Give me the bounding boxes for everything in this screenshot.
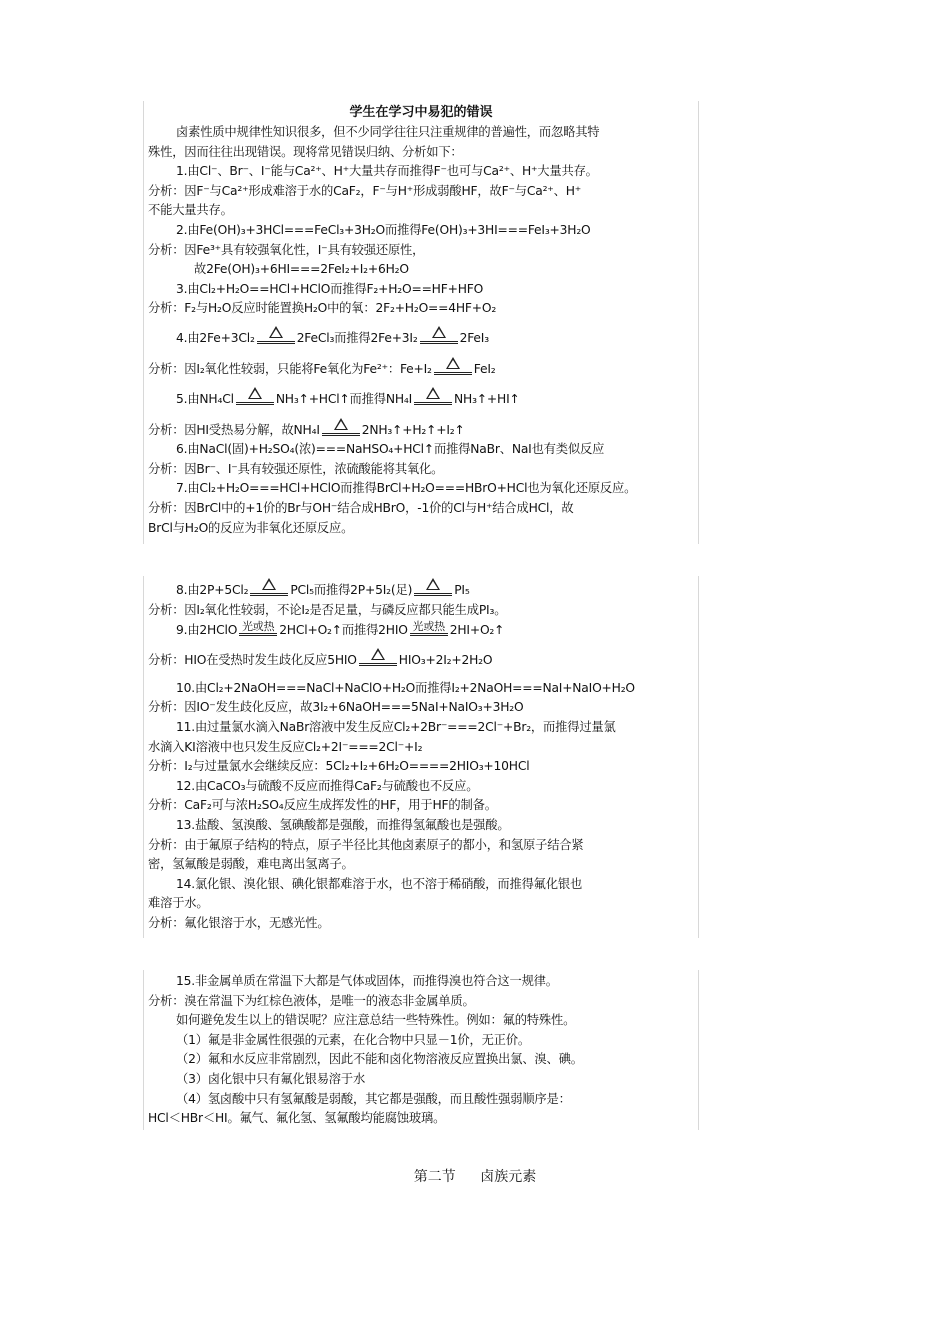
text-segment: 2FeI₃ bbox=[459, 330, 489, 345]
text-line: 分析：因Fe³⁺具有较强氧化性，I⁻具有较强还原性， bbox=[148, 242, 425, 257]
text-line: 分析：因IO⁻发生歧化反应，故3I₂+6NaOH===5NaI+NaIO₃+3H₂O bbox=[148, 700, 524, 715]
content-panel-3 bbox=[143, 970, 699, 1130]
heat-triangle-icon bbox=[248, 387, 262, 399]
text-line: 密，氢氟酸是弱酸，难电离出氢离子。 bbox=[148, 857, 354, 872]
heat-condition bbox=[414, 578, 452, 596]
text-line bbox=[148, 380, 694, 418]
text-segment: 分析：因I₂氧化性较弱，只能将Fe氧化为Fe²⁺：Fe+I₂ bbox=[148, 361, 432, 376]
heat-triangle-icon bbox=[426, 578, 440, 590]
text-segment: NH₃↑+HCl↑而推得NH₄I bbox=[275, 391, 413, 406]
text-segment: 2HCl+O₂↑而推得2HIO bbox=[279, 623, 408, 638]
section-number: 第二节 bbox=[413, 1169, 456, 1185]
text-segment: 9.由2HClO bbox=[176, 623, 238, 638]
text-segment: PCl₅而推得2P+5I₂(足) bbox=[290, 583, 413, 597]
text-segment: 2NH₃↑+H₂↑+I₂↑ bbox=[361, 422, 465, 437]
heat-triangle-icon bbox=[334, 418, 348, 430]
text-line: 卤素性质中规律性知识很多，但不少同学往往只注重规律的普遍性，而忽略其特 bbox=[176, 125, 600, 139]
heat-triangle-icon bbox=[269, 326, 283, 338]
text-line bbox=[148, 641, 694, 679]
text-line: 难溶于水。 bbox=[148, 896, 209, 911]
text-line: 不能大量共存。 bbox=[148, 203, 233, 218]
text-line: BrCl与H₂O的反应为非氧化还原反应。 bbox=[148, 520, 354, 535]
text-line: 分析：因BrCl中的+1价的Br与OH⁻结合成HBrO，-1价的Cl与H⁺结合成HCl，故 bbox=[148, 500, 574, 515]
text-line: 分析：CaF₂可与浓H₂SO₄反应生成挥发性的HF，用于HF的制备。 bbox=[148, 798, 497, 813]
text-segment: HIO₃+2I₂+2H₂O bbox=[398, 652, 493, 667]
heat-condition bbox=[414, 387, 452, 405]
text-segment: 8.由2P+5Cl₂ bbox=[176, 583, 249, 597]
text-line: 分析：由于氟原子结构的特点，原子半径比其他卤素原子的都小，和氢原子结合紧 bbox=[148, 837, 584, 852]
text-line: 分析：溴在常温下为红棕色液体，是唯一的液态非金属单质。 bbox=[148, 993, 475, 1008]
text-line: （3）卤化银中只有氟化银易溶于水 bbox=[176, 1071, 366, 1086]
heat-condition bbox=[257, 326, 295, 344]
heat-triangle-icon bbox=[371, 648, 385, 660]
section-heading bbox=[0, 1166, 950, 1186]
text-line: （2）氟和水反应非常剧烈，因此不能和卤化物溶液反应置换出氯、溴、碘。 bbox=[176, 1052, 583, 1067]
text-line: 水滴入KI溶液中也只发生反应Cl₂+2I⁻===2Cl⁻+I₂ bbox=[148, 739, 423, 754]
heat-triangle-icon bbox=[446, 357, 460, 369]
text-line: 14.氯化银、溴化银、碘化银都难溶于水，也不溶于稀硝酸，而推得氟化银也 bbox=[176, 876, 583, 891]
text-line: 分析：因I₂氧化性较弱，不论I₂是否足量，与磷反应都只能生成PI₃。 bbox=[148, 602, 507, 617]
text-line: 3.由Cl₂+H₂O==HCl+HClO而推得F₂+H₂O==HF+HFO bbox=[176, 281, 484, 296]
light-heat-condition: 光或热 bbox=[410, 620, 448, 636]
text-line: 分析：F₂与H₂O反应时能置换H₂O中的氧：2F₂+H₂O==4HF+O₂ bbox=[148, 301, 497, 316]
text-line: 12.由CaCO₃与硫酸不反应而推得CaF₂与硫酸也不反应。 bbox=[176, 778, 479, 793]
heat-condition bbox=[322, 418, 360, 436]
heat-condition bbox=[420, 326, 458, 344]
text-segment: PI₅ bbox=[454, 583, 470, 597]
text-line: 10.由Cl₂+2NaOH===NaCl+NaClO+H₂O而推得I₂+2NaOH===NaI+NaIO+H₂O bbox=[176, 680, 635, 695]
section-title: 卤族元素 bbox=[480, 1169, 537, 1185]
text-line bbox=[148, 578, 694, 601]
text-line: 1.由Cl⁻、Br⁻、I⁻能与Ca²⁺、H⁺大量共存而推得F⁻也可与Ca²⁺、H⁺大量共存。 bbox=[176, 164, 598, 179]
text-line: （1）氟是非金属性很强的元素，在化合物中只显－1价，无正价。 bbox=[176, 1032, 530, 1047]
heat-condition bbox=[434, 357, 472, 375]
text-line: 如何避免发生以上的错误呢？应注意总结一些特殊性。例如：氟的特殊性。 bbox=[176, 1013, 576, 1028]
text-line: 分析：因Br⁻、I⁻具有较强还原性，浓硫酸能将其氧化。 bbox=[148, 461, 444, 476]
text-segment: NH₃↑+HI↑ bbox=[454, 391, 520, 406]
text-line: 故2Fe(OH)₃+6HI===2FeI₂+I₂+6H₂O bbox=[194, 262, 409, 277]
heat-triangle-icon bbox=[262, 578, 276, 590]
text-line bbox=[148, 319, 694, 357]
heat-condition bbox=[236, 387, 274, 405]
heat-condition bbox=[250, 578, 288, 596]
page-title: 学生在学习中易犯的错误 bbox=[349, 105, 493, 120]
light-heat-condition: 光或热 bbox=[239, 620, 277, 636]
text-line: 分析：因F⁻与Ca²⁺形成难溶于水的CaF₂，F⁻与H⁺形成弱酸HF，故F⁻与Ca²⁺、H⁺ bbox=[148, 183, 582, 198]
text-line: 11.由过量氯水滴入NaBr溶液中发生反应Cl₂+2Br⁻===2Cl⁻+Br₂，而推得过量氯 bbox=[176, 719, 616, 734]
text-line: 殊性，因而往往出现错误。现将常见错误归纳、分析如下： bbox=[148, 144, 463, 159]
content-panel-1 bbox=[143, 101, 699, 544]
text-segment: 分析：HIO在受热时发生歧化反应5HIO bbox=[148, 652, 357, 667]
text-line bbox=[148, 620, 694, 641]
text-line: 6.由NaCl(固)+H₂SO₄(浓)===NaHSO₄+HCl↑而推得NaBr、NaI也有类似反应 bbox=[176, 442, 605, 457]
text-segment: 5.由NH₄Cl bbox=[176, 391, 234, 406]
text-segment: 分析：因HI受热易分解，故NH₄I bbox=[148, 422, 320, 437]
text-line: 2.由Fe(OH)₃+3HCl===FeCl₃+3H₂O而推得Fe(OH)₃+3HI===FeI₃+3H₂O bbox=[176, 222, 591, 237]
heat-triangle-icon bbox=[426, 387, 440, 399]
heat-triangle-icon bbox=[432, 326, 446, 338]
content-panel-2 bbox=[143, 576, 699, 938]
text-line: 15.非金属单质在常温下大都是气体或固体，而推得溴也符合这一规律。 bbox=[176, 974, 558, 988]
text-line bbox=[148, 418, 694, 441]
text-line: 13.盐酸、氢溴酸、氢碘酸都是强酸，而推得氢氟酸也是强酸。 bbox=[176, 817, 510, 832]
text-line: 分析：I₂与过量氯水会继续反应：5Cl₂+I₂+6H₂O====2HIO₃+10HCl bbox=[148, 759, 530, 774]
text-segment: FeI₂ bbox=[473, 361, 496, 376]
text-segment: 2FeCl₃而推得2Fe+3I₂ bbox=[296, 330, 418, 345]
text-line: HCl＜HBr＜HI。氟气、氟化氢、氢氟酸均能腐蚀玻璃。 bbox=[148, 1111, 446, 1126]
heat-condition bbox=[359, 648, 397, 666]
text-line bbox=[148, 357, 694, 380]
text-segment: 2HI+O₂↑ bbox=[449, 623, 505, 638]
text-line: （4）氢卤酸中只有氢氟酸是弱酸，其它都是强酸，而且酸性强弱顺序是： bbox=[176, 1091, 571, 1106]
text-segment: 4.由2Fe+3Cl₂ bbox=[176, 330, 255, 345]
text-line: 分析：氟化银溶于水，无感光性。 bbox=[148, 915, 330, 930]
text-line: 7.由Cl₂+H₂O===HCl+HClO而推得BrCl+H₂O===HBrO+HCl也为氧化还原反应。 bbox=[176, 481, 637, 496]
